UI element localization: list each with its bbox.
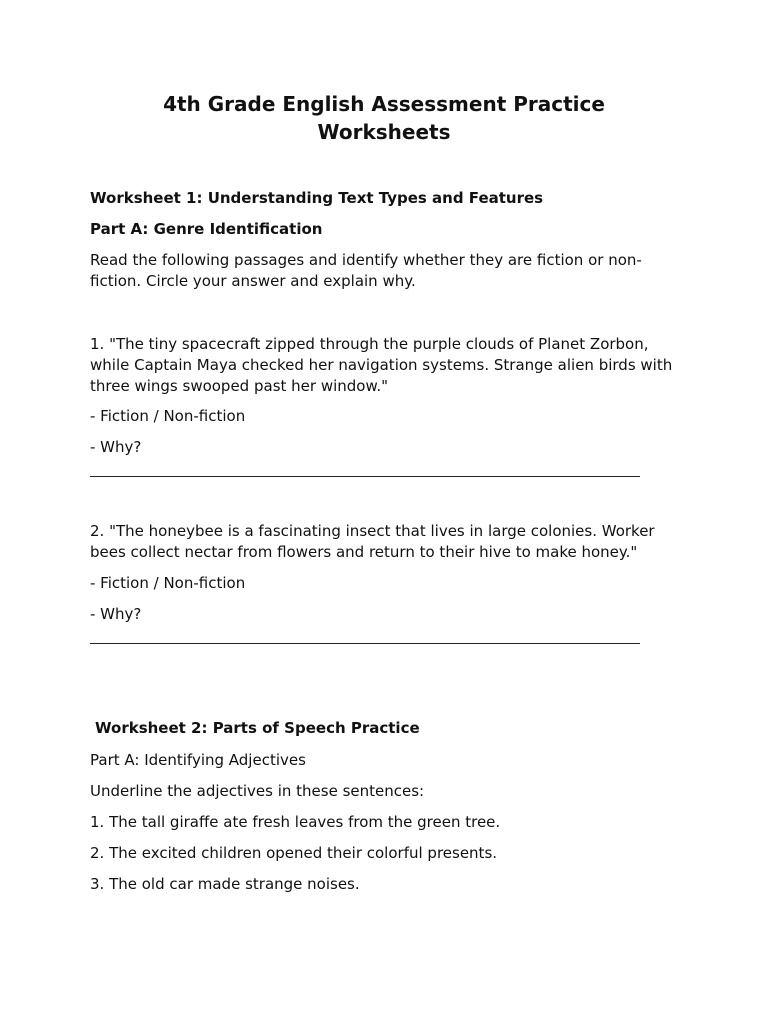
worksheet-1-heading: Worksheet 1: Understanding Text Types and Features <box>90 189 544 207</box>
worksheet-2-part-a-heading: Part A: Identifying Adjectives <box>90 751 306 769</box>
document-title-line-1: 4th Grade English Assessment Practice <box>163 92 605 116</box>
document-title-line-2: Worksheets <box>317 120 451 144</box>
question-2-why: - Why? <box>90 605 142 623</box>
adjective-sentence-1: 1. The tall giraffe ate fresh leaves from the green tree. <box>90 813 501 831</box>
question-2-answer-line <box>90 643 640 644</box>
question-1-answer-line <box>90 476 640 477</box>
document-title <box>0 90 768 146</box>
question-2-passage: 2. "The honeybee is a fascinating insect that lives in large colonies. Worker bees collect nectar from flowers and return to their hive to make honey." <box>90 522 655 561</box>
worksheet-2-heading: Worksheet 2: Parts of Speech Practice <box>95 719 420 737</box>
adjective-sentence-3: 3. The old car made strange noises. <box>90 875 360 893</box>
question-1-choice: - Fiction / Non-fiction <box>90 407 246 425</box>
worksheet-1-instructions: Read the following passages and identify whether they are fiction or non-fiction. Circle your answer and explain why. <box>90 251 642 290</box>
adjective-sentence-2: 2. The excited children opened their colorful presents. <box>90 844 498 862</box>
question-1-passage: 1. "The tiny spacecraft zipped through the purple clouds of Planet Zorbon, while Captain Maya checked her navigation systems. Strange alien birds with three wings swooped past her window." <box>90 335 673 395</box>
question-2-choice: - Fiction / Non-fiction <box>90 574 246 592</box>
worksheet-1-part-a-heading: Part A: Genre Identification <box>90 220 323 238</box>
worksheet-2-instructions: Underline the adjectives in these sentences: <box>90 782 425 800</box>
question-1-why: - Why? <box>90 438 142 456</box>
